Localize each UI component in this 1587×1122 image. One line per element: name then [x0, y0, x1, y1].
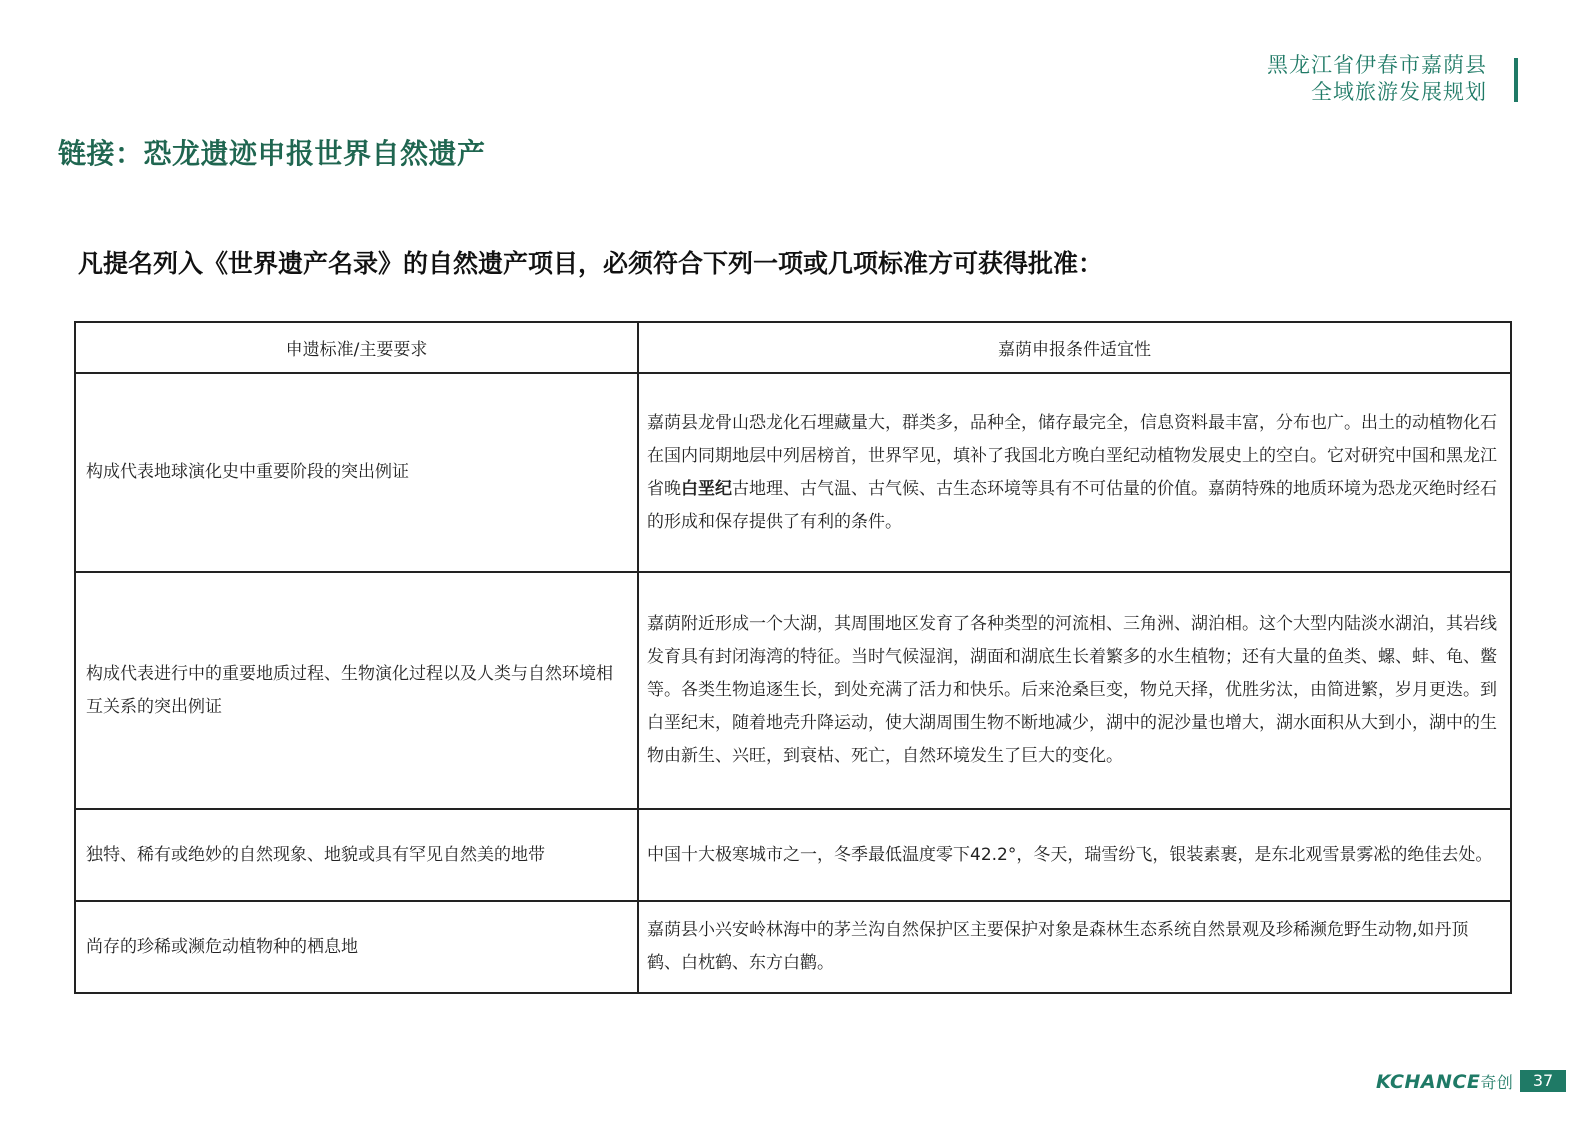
- table-header-row: [75, 322, 1511, 373]
- table-row: [75, 572, 1511, 809]
- page-number: 37: [1520, 1070, 1566, 1092]
- header-line-2: 全域旅游发展规划: [1311, 80, 1487, 104]
- header-line-1: 黑龙江省伊春市嘉荫县: [1267, 53, 1487, 77]
- criteria-table: [74, 321, 1510, 994]
- criterion-cell: 独特、稀有或绝妙的自然现象、地貌或具有罕见自然美的地带: [75, 809, 638, 901]
- header-accent-bar: [1514, 58, 1518, 102]
- fit-cell: 嘉荫附近形成一个大湖，其周围地区发育了各种类型的河流相、三角洲、湖泊相。这个大型内陆淡水湖泊，其岩线发育具有封闭海湾的特征。当时气候湿润，湖面和湖底生长着繁多的水生植物；还有大量的鱼类、螺、蚌、龟、鳖等。各类生物追逐生长，到处充满了活力和快乐。后来沧桑巨变，物兑天择，优胜劣汰，由简进繁，岁月更迭。到白垩纪末，随着地壳升降运动，使大湖周围生物不断地减少，湖中的泥沙量也增大，湖水面积从大到小，湖中的生物由新生、兴旺，到衰枯、死亡，自然环境发生了巨大的变化。: [638, 572, 1511, 809]
- document-header: [1267, 52, 1487, 106]
- column-header-fit: 嘉荫申报条件适宜性: [638, 322, 1511, 373]
- column-header-criterion: 申遗标准/主要要求: [75, 322, 638, 373]
- criterion-cell: 尚存的珍稀或濒危动植物种的栖息地: [75, 901, 638, 993]
- table-row: [75, 373, 1511, 572]
- brand-logo-cn: 奇创: [1480, 1073, 1514, 1092]
- subtitle: 凡提名列入《世界遗产名录》的自然遗产项目，必须符合下列一项或几项标准方可获得批准：: [78, 249, 1104, 278]
- table-row: [75, 809, 1511, 901]
- fit-text-bold: 白垩纪: [681, 478, 732, 499]
- page-title: 链接：恐龙遗迹申报世界自然遗产: [58, 137, 486, 170]
- brand-logo: [1376, 1070, 1513, 1093]
- table-row: [75, 901, 1511, 993]
- fit-text: 古地理、古气温、古气候、古生态环境等具有不可估量的价值。嘉荫特殊的地质环境为恐龙灭绝时经石的形成和保存提供了有利的条件。: [647, 478, 1497, 532]
- brand-logo-text: KCHANCE: [1376, 1071, 1481, 1093]
- fit-text: 嘉荫县龙骨山恐龙化石埋藏量大，群类多，品种全，储存最完全，信息资料最丰富，分布也广。出土的动植物化石在国内同期地层中列居榜首，世界罕见，填补了我国北方晚白垩纪动植物发展史上的空白。它对研究中国和黑龙江省晚: [647, 412, 1497, 499]
- fit-cell: 嘉荫县小兴安岭林海中的茅兰沟自然保护区主要保护对象是森林生态系统自然景观及珍稀濒危野生动物,如丹顶鹤、白枕鹤、东方白鹳。: [638, 901, 1511, 993]
- fit-cell: 中国十大极寒城市之一，冬季最低温度零下42.2°，冬天，瑞雪纷飞，银装素裹，是东北观雪景雾凇的绝佳去处。: [638, 809, 1511, 901]
- criterion-cell: 构成代表进行中的重要地质过程、生物演化过程以及人类与自然环境相互关系的突出例证: [75, 572, 638, 809]
- criterion-cell: 构成代表地球演化史中重要阶段的突出例证: [75, 373, 638, 572]
- fit-cell: [638, 373, 1511, 572]
